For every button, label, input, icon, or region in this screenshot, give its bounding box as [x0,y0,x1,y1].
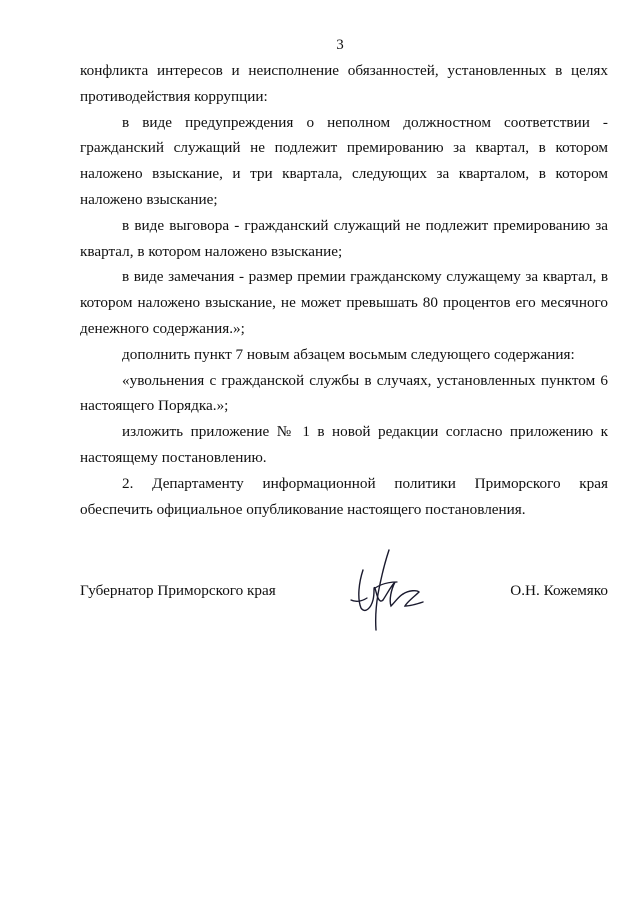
paragraph-continuation: конфликта интересов и неисполнение обязанностей, установленных в целях противодействия коррупции: [80,62,608,105]
signatory-name: О.Н. Кожемяко [510,582,608,599]
paragraph-publication: 2. Департаменту информационной политики Приморского края обеспечить официальное опубликование настоящего постановления. [80,474,608,518]
paragraph-reprimand-penalty: в виде выговора - гражданский служащий не подлежит премированию за квартал, в котором наложено взыскание; [80,216,608,260]
page-number: 3 [336,37,344,53]
signature-block [80,578,608,638]
document-body [80,58,608,522]
paragraph-appendix: изложить приложение № 1 в новой редакции согласно приложению к настоящему постановлению. [80,423,608,466]
handwritten-signature [345,542,425,638]
paragraph-dismissal-clause: «увольнения с гражданской службы в случаях, установленных пунктом 6 настоящего Порядка.»; [80,371,608,415]
signatory-title: Губернатор Приморского края [80,582,276,599]
paragraph-warning-penalty: в виде предупреждения о неполном должностном соответствии - гражданский служащий не подлежит премированию за квартал, в котором наложено взыскание, и три квартала, следующих за кварталом, в котором наложено взыскание; [80,113,608,208]
paragraph-add-clause: дополнить пункт 7 новым абзацем восьмым следующего содержания: [122,345,575,363]
paragraph-remark-penalty: в виде замечания - размер премии гражданскому служащему за квартал, в котором наложено взыскание, не может превышать 80 процентов его месячного денежного содержания.»; [80,268,608,337]
